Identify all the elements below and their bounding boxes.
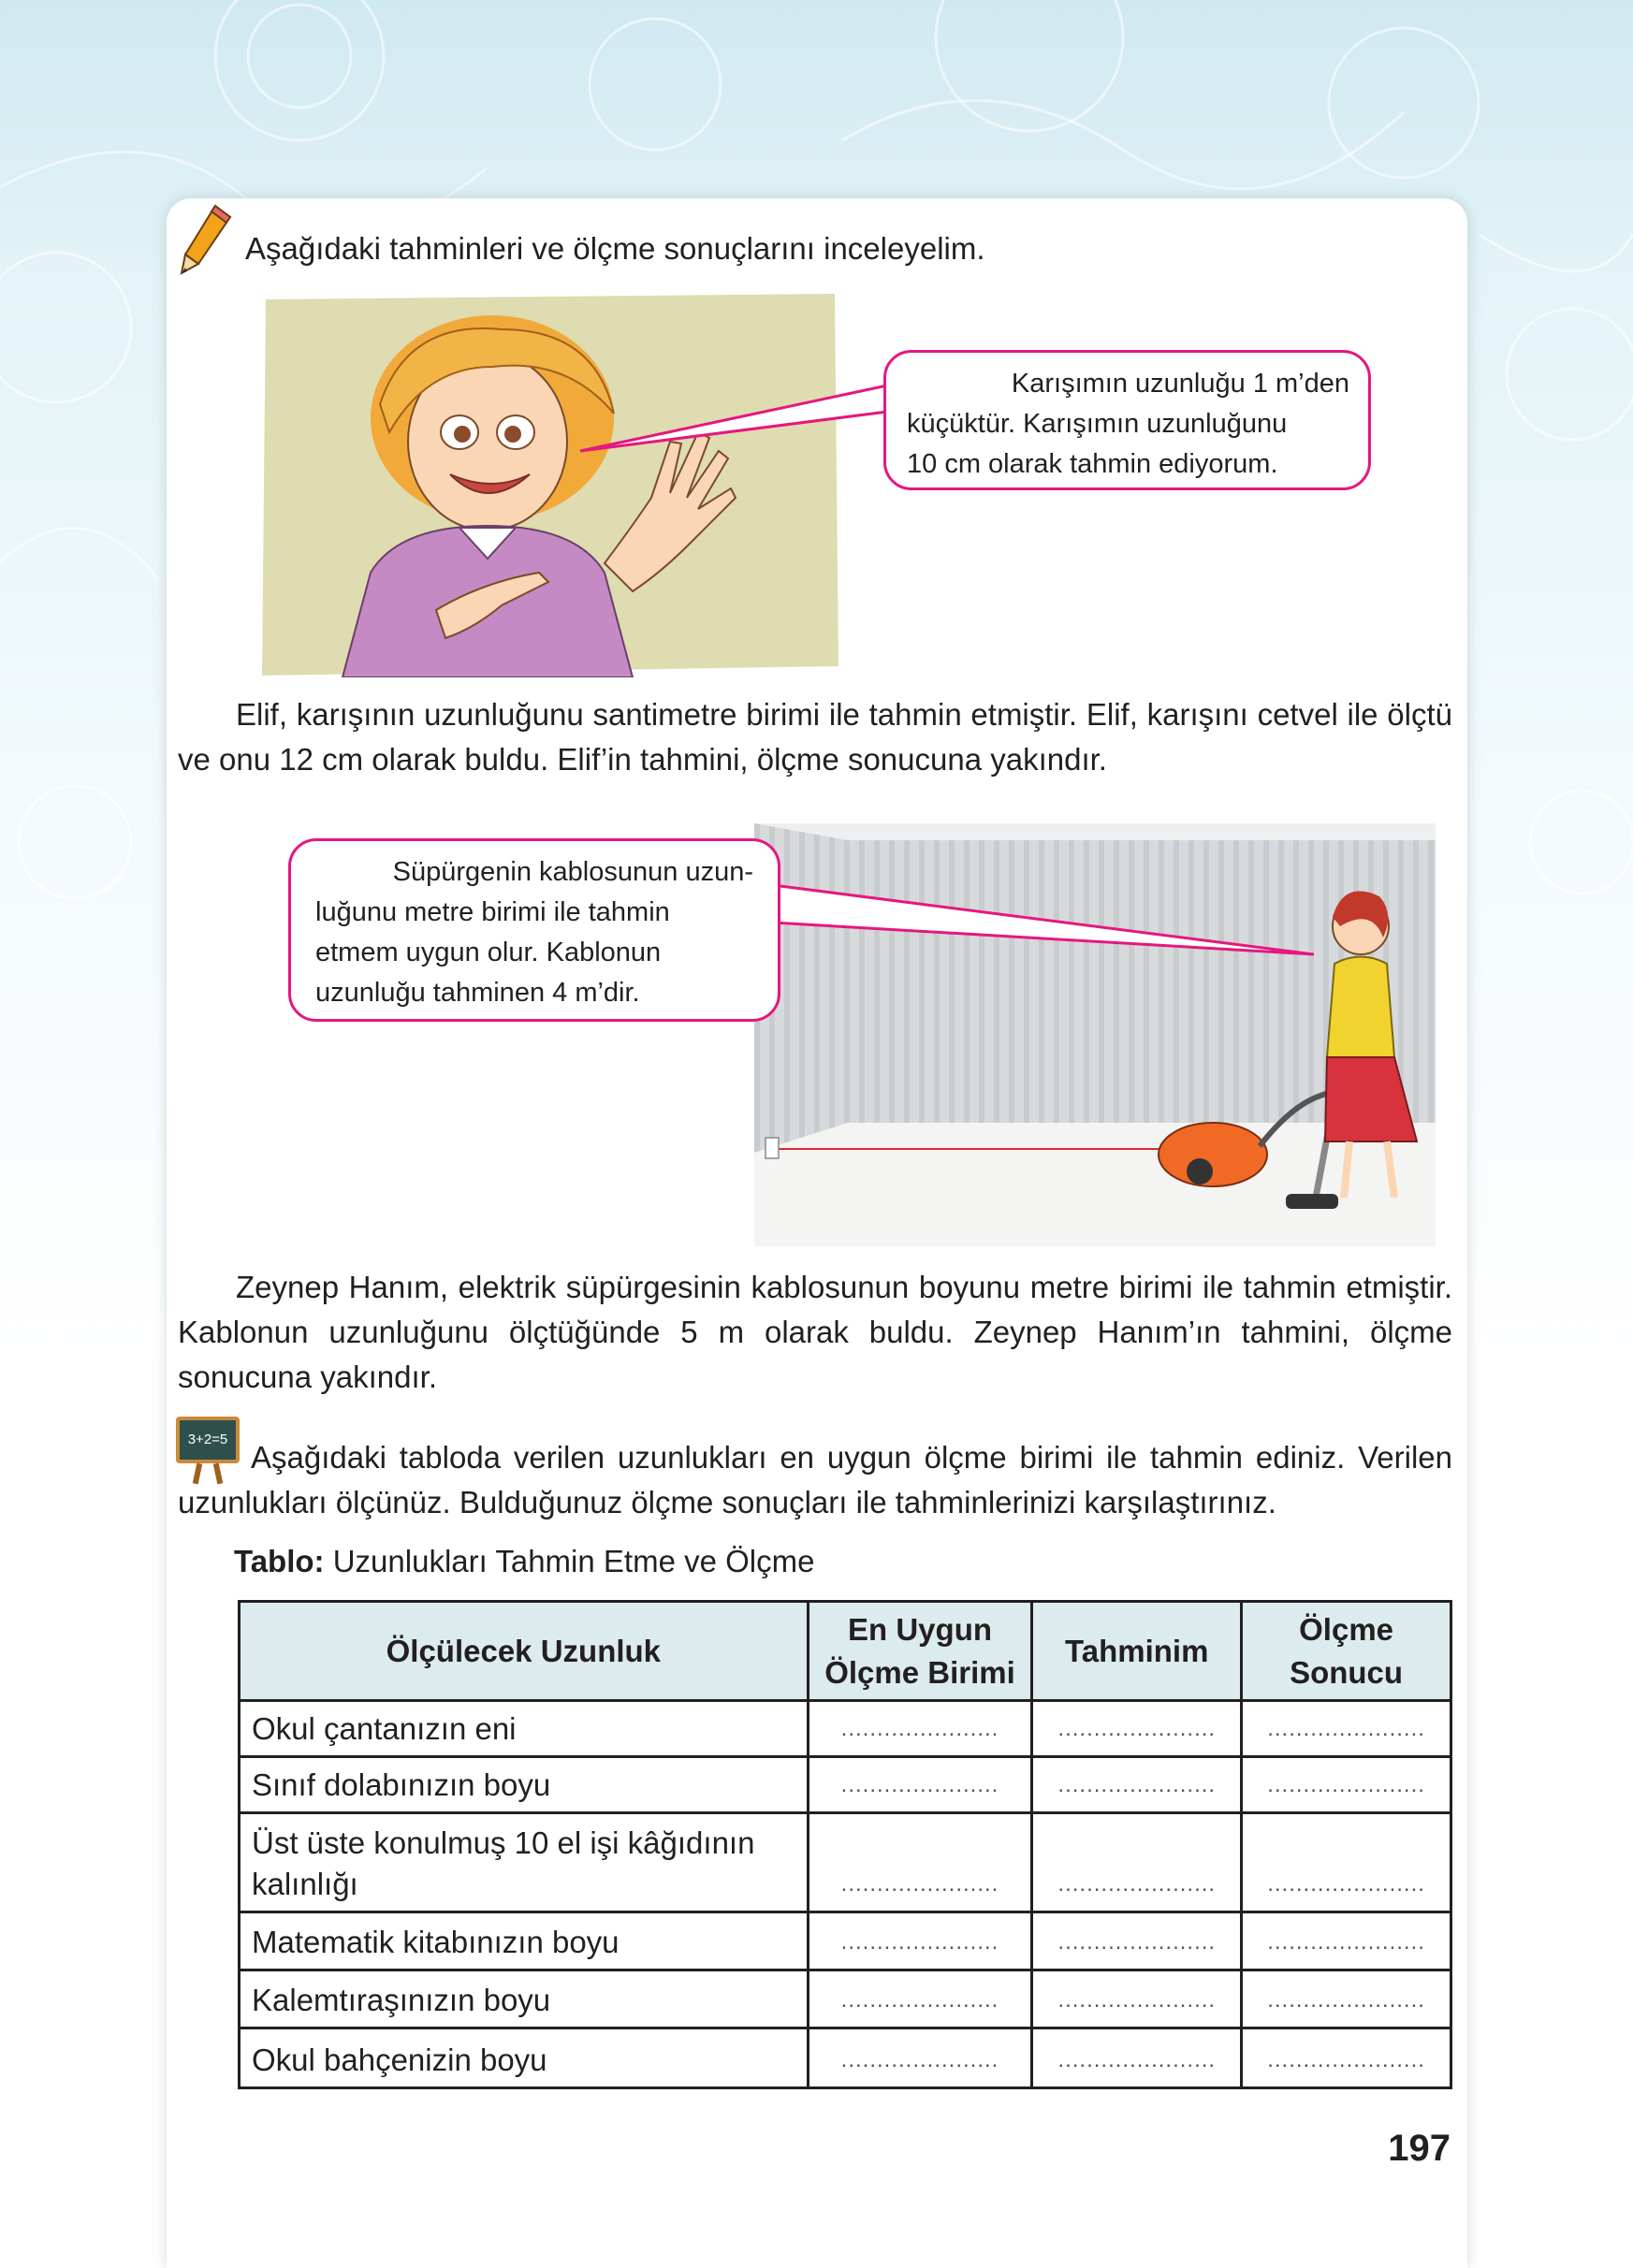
- blank-cell[interactable]: ......................: [1032, 1970, 1242, 2028]
- bubble-line: uzunluğu tahminen 4 m’dir.: [315, 978, 640, 1008]
- row-label: Okul bahçenizin boyu: [240, 2028, 809, 2088]
- table-row: [240, 1813, 1451, 1912]
- blank-cell[interactable]: ......................: [1032, 1757, 1242, 1813]
- table-row: [240, 1912, 1451, 1970]
- speech-bubble-woman: [288, 838, 780, 1022]
- pencil-icon: [178, 202, 234, 277]
- blank-cell[interactable]: ......................: [1032, 2028, 1242, 2088]
- table-row: [240, 1757, 1451, 1813]
- table-caption-label: Tablo:: [234, 1544, 325, 1578]
- speech-pointer-1: [580, 384, 889, 458]
- bubble-line: etmem uygun olur. Kablonun: [315, 938, 662, 967]
- task-text: Aşağıdaki tabloda verilen uzunlukları en uygun ölçme birimi ile tahmin ediniz. Verilen uzunlukları ölçünüz. Bulduğunuz ölçme sonuçları ile tahminlerinizi karşılaştırınız.: [178, 1440, 1452, 1519]
- row-label: Sınıf dolabınızın boyu: [240, 1757, 809, 1813]
- bubble-line: Karışımın uzunluğu 1 m’den: [1011, 369, 1349, 399]
- intro-text: Aşağıdaki tahminleri ve ölçme sonuçlarını inceleyelim.: [245, 231, 985, 266]
- table-row: [240, 1970, 1451, 2028]
- paragraph-1: Elif, karışının uzunluğunu santimetre birimi ile tahmin etmiştir. Elif, karışını cetvel ile ölçtü ve onu 12 cm olarak buldu. Elif’in tahmini, ölçme sonucuna yakındır.: [178, 697, 1452, 777]
- bubble-line: luğunu metre birimi ile tahmin: [315, 897, 670, 927]
- speech-pointer-2: [773, 880, 1316, 992]
- row-label: Okul çantanızın eni: [240, 1701, 809, 1757]
- blank-cell[interactable]: ......................: [1242, 1970, 1451, 2028]
- blank-cell[interactable]: ......................: [808, 1813, 1032, 1912]
- bubble-line: 10 cm olarak tahmin ediyorum.: [907, 449, 1278, 479]
- bubble-line: küçüktür. Karışımın uzunluğunu: [907, 409, 1288, 439]
- measurement-table: [238, 1600, 1452, 2089]
- blank-cell[interactable]: ......................: [1242, 1912, 1451, 1970]
- header-unit: En Uygun Ölçme Birimi: [808, 1602, 1032, 1701]
- child-illustration: [258, 292, 842, 677]
- header-estimate: Tahminim: [1032, 1602, 1242, 1701]
- header-result: Ölçme Sonucu: [1242, 1602, 1451, 1701]
- board-text: 3+2=5: [176, 1417, 240, 1463]
- blank-cell[interactable]: ......................: [808, 2028, 1032, 2088]
- table-row: [240, 1701, 1451, 1757]
- row-label: Matematik kitabınızın boyu: [240, 1912, 809, 1970]
- bubble-line: Süpürgenin kablosunun uzun-: [392, 857, 753, 887]
- blank-cell[interactable]: ......................: [1242, 1701, 1451, 1757]
- blank-cell[interactable]: ......................: [1032, 1912, 1242, 1970]
- table-caption: [234, 1544, 814, 1579]
- blank-cell[interactable]: ......................: [808, 1970, 1032, 2028]
- table-caption-text: Uzunlukları Tahmin Etme ve Ölçme: [332, 1544, 815, 1578]
- speech-bubble-child: [883, 350, 1371, 490]
- row-label: Üst üste konulmuş 10 el işi kâğıdının kalınlığı: [240, 1813, 809, 1912]
- paragraph-2: Zeynep Hanım, elektrik süpürgesinin kablosunun boyunu metre birimi ile tahmin etmiştir. Kablonun uzunluğunu ölçtüğünde 5 m olarak buldu. Zeynep Hanım’ın tahmini, ölçme sonucuna yakındır.: [178, 1270, 1452, 1394]
- blank-cell[interactable]: ......................: [808, 1757, 1032, 1813]
- page-number: 197: [1388, 2128, 1451, 2169]
- blank-cell[interactable]: ......................: [1242, 1757, 1451, 1813]
- header-length: Ölçülecek Uzunluk: [240, 1602, 809, 1701]
- row-label: Kalemtıraşınızın boyu: [240, 1970, 809, 2028]
- blank-cell[interactable]: ......................: [1032, 1701, 1242, 1757]
- table-row: [240, 2028, 1451, 2088]
- blank-cell[interactable]: ......................: [808, 1912, 1032, 1970]
- blank-cell[interactable]: ......................: [1242, 1813, 1451, 1912]
- blank-cell[interactable]: ......................: [1032, 1813, 1242, 1912]
- blank-cell[interactable]: ......................: [808, 1701, 1032, 1757]
- blank-cell[interactable]: ......................: [1242, 2028, 1451, 2088]
